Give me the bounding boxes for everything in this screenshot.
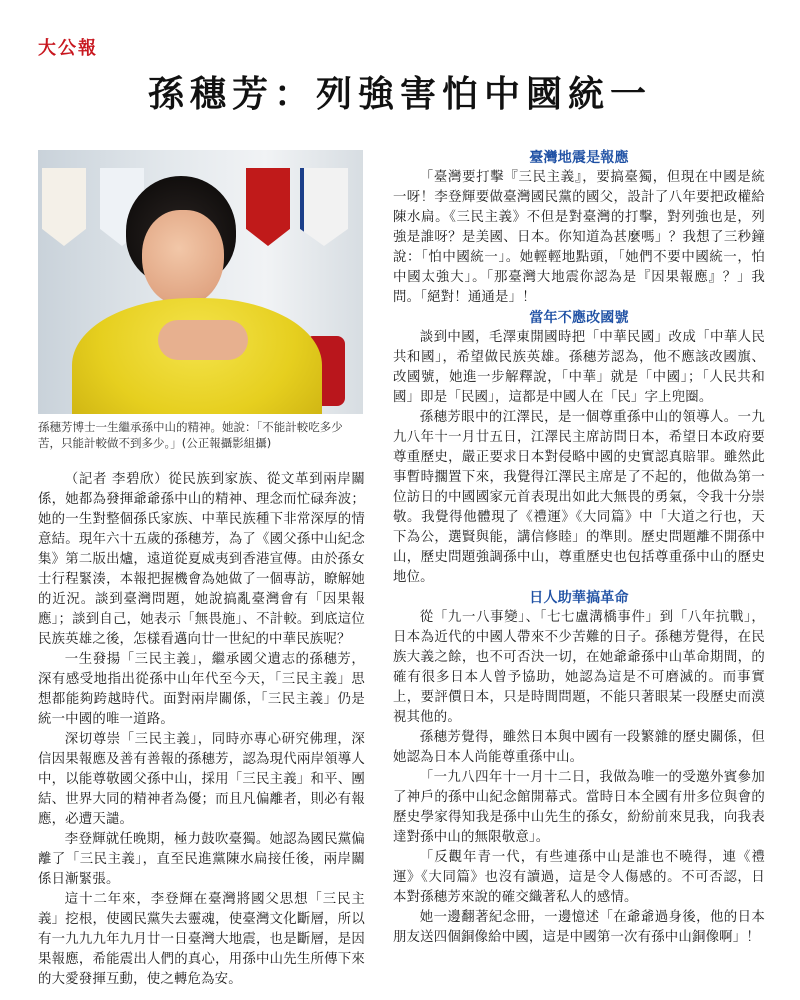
paragraph: 「反觀年青一代，有些連孫中山是誰也不曉得，連《禮運》《大同篇》也沒有讀過，這是令人傷感的。不可否認，日本對孫穗芳來說的確交織著私人的感情。 — [393, 850, 765, 905]
paragraph: （記者 李碧欣）從民族到家族、從文革到兩岸關係，她都為發揮爺爺孫中山的精神、理念而忙碌奔波；她的一生對整個孫氏家族、中華民族種下非常深厚的情意結。現年六十五歲的孫穗芳，為了《國父孫中山紀念集》第二版出爐，遠道從夏威夷到香港宣傳。由於孫女士行程緊湊，本報把握機會為她做了一個專訪，瞭解她的近況。談到臺灣問題，她說搞亂臺灣會有「因果報應」；談到自己，她表示「無畏施」、不計較。到底這位民族英雄之後，怎樣看邁向廿一世紀的中華民族呢？ — [38, 472, 365, 647]
paragraph: 孫穗芳覺得，雖然日本與中國有一段繁雜的歷史關係，但她認為日本人尚能尊重孫中山。 — [393, 730, 765, 765]
right-column — [393, 148, 765, 948]
person-face — [142, 210, 224, 306]
person-hands — [158, 320, 248, 360]
section-heading: 日人助華搞革命 — [529, 590, 629, 606]
paragraph: 談到中國，毛澤東開國時把「中華民國」改成「中華人民共和國」，希望做民族英雄。孫穗芳認為，他不應該改國旗、改國號，她進一步解釋說，「中華」就是「中國」；「人民共和國」即是「民國」，這都是中國人在「民」字上兜圈。 — [393, 330, 765, 405]
portrait-photo — [38, 150, 363, 414]
paragraph: 從「九一八事變」、「七七盧溝橋事件」到「八年抗戰」，日本為近代的中國人帶來不少苦難的日子。孫穗芳覺得，在民族大義之餘，也不可否決一切，在她爺爺孫中山革命期間，的確有很多日本人曾予協助，她認為這是不可磨滅的。而事實上，要評價日本，只是時間問題，不能只著眼某一段歷史而漠視其他的。 — [393, 610, 765, 725]
paragraph: 「臺灣要打擊『三民主義』，要搞臺獨，但現在中國是統一呀！李登輝要做臺灣國民黨的國父，設計了八年要把政權給陳水扁。《三民主義》不但是對臺灣的打擊，對列強也是，列強是誰呀？是美國、日本。你知道為甚麼嗎」？我想了三秒鐘說：「怕中國統一」。她輕輕地點頭，「她們不要中國統一，怕中國太強大」。「那臺灣大地震你認為是『因果報應』？」我問。「絕對！通通是」！ — [393, 170, 765, 305]
paragraph: 孫穗芳眼中的江澤民，是一個尊重孫中山的領導人。一九九八年十一月廿五日，江澤民主席訪問日本，希望日本政府要尊重歷史，嚴正要求日本對侵略中國的史實認真賠罪。雖然此事暫時擱置下來，我覺得江澤民主席是了不起的，他做為第一位訪日的中國國家元首表現出如此大無畏的勇氣，令我十分崇敬。我覺得他體現了《禮運》《大同篇》中「大道之行也，天下為公，選賢與能，講信修睦」的準則。歷史問題離不開孫中山，歷史問題強調孫中山，尊重歷史也包括尊重孫中山的歷史地位。 — [393, 410, 765, 585]
paragraph: 李登輝就任晚期，極力鼓吹臺獨。她認為國民黨偏離了「三民主義」，直至民進黨陳水扁接任後，兩岸關係日漸緊張。 — [38, 832, 365, 887]
paragraph: 這十二年來，李登輝在臺灣將國父思想「三民主義」挖根，使國民黨失去靈魂，使臺灣文化斷層，所以有一九九九年九月廿一日臺灣大地震，也是斷層，是因果報應，希能震出人們的真心，用孫中山先生所傳下來的大愛發揮互動，使之轉危為安。 — [38, 892, 365, 987]
newspaper-masthead: 大公報 — [38, 38, 98, 59]
photo-caption: 孫穗芳博士一生繼承孫中山的精神。她說：「不能計較吃多少苦，只能計較做不到多少。」(公正報攝影組攝) — [38, 420, 343, 450]
paragraph: 深切尊崇「三民主義」，同時亦專心研究佛理，深信因果報應及善有善報的孫穗芳，認為現代兩岸領導人中，以能尊敬國父孫中山，採用「三民主義」和平、團結、世界大同的精神者為優；而且凡偏離者，則必有報應，必遭天譴。 — [38, 732, 365, 827]
headline: 孫穗芳：列強害怕中國統一 — [147, 74, 652, 115]
section-heading: 當年不應改國號 — [529, 310, 629, 326]
section-heading: 臺灣地震是報應 — [529, 150, 629, 166]
paragraph: 「一九八四年十一月十二日，我做為唯一的受邀外賓參加了神戶的孫中山紀念館開幕式。當時日本全國有卅多位與會的歷史學家得知我是孫中山先生的孫女，紛紛前來見我，向我表達對孫中山的無限敬意」。 — [393, 770, 765, 845]
left-column — [38, 470, 365, 990]
paragraph: 她一邊翻著紀念冊，一邊憶述「在爺爺過身後，他的日本朋友送四個銅像給中國，這是中國第一次有孫中山銅像啊」！ — [393, 910, 765, 945]
paragraph: 一生發揚「三民主義」，繼承國父遺志的孫穗芳，深有感受地指出從孫中山年代至今天，「三民主義」思想都能夠跨越時代。面對兩岸關係，「三民主義」仍是統一中國的唯一道路。 — [38, 652, 365, 727]
